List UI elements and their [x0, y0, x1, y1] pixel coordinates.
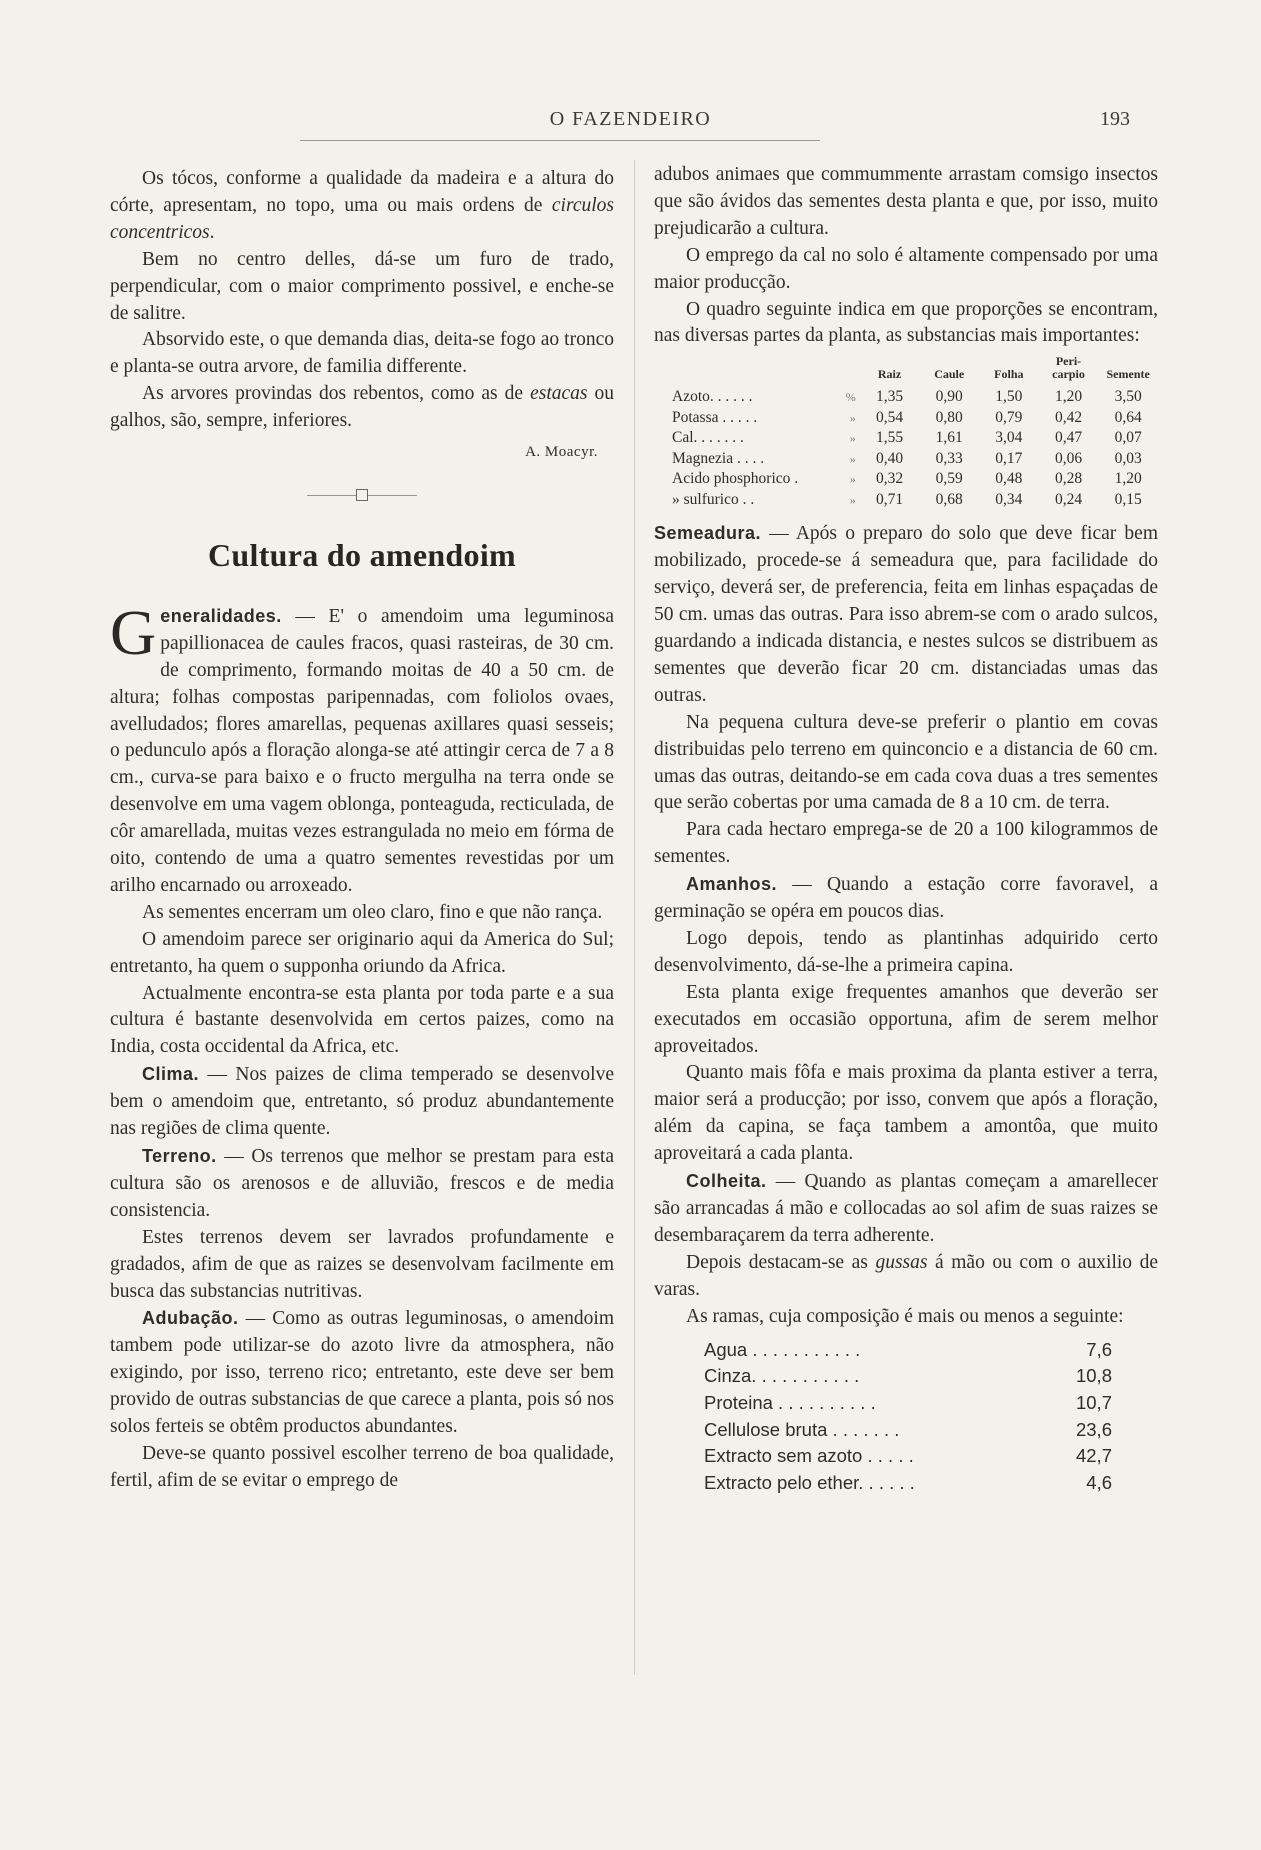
table-cell: 0,03 [1114, 449, 1142, 467]
table-cell: 1,50 [995, 388, 1023, 406]
row-label: Potassa . . . . . [672, 408, 758, 426]
item-label: Extracto sem azoto . . . . . [704, 1445, 914, 1467]
section-lead: Amanhos. [686, 874, 778, 895]
item-value: 23,6 [1075, 1418, 1112, 1440]
list-item [704, 1363, 1112, 1390]
table-cell: 0,28 [1054, 470, 1083, 488]
table-cell: 1,20 [1114, 470, 1142, 488]
paragraph: adubos animaes que commummente arrastam comsigo insectos que são ávidos das sementes desta planta e que, por isso, muito prejudicarão a cultura. [654, 164, 1158, 239]
paragraph: Depois destacam-se as gussas á mão ou com o auxilio de varas. [654, 1251, 1158, 1300]
table-cell: 3,50 [1114, 388, 1142, 406]
row-unit: » [849, 472, 856, 487]
list-item [704, 1443, 1112, 1470]
table-cell: 0,64 [1114, 408, 1142, 426]
list-item [704, 1390, 1112, 1417]
paragraph: Logo depois, tendo as plantinhas adquirido certo desenvolvimento, dá-se-lhe a primeira capina. [654, 927, 1158, 976]
table-cell: 0,79 [995, 408, 1023, 426]
table-row [654, 408, 1158, 429]
drop-cap: G [110, 596, 157, 668]
section-ornament [307, 488, 417, 502]
page-number: 193 [1100, 108, 1130, 130]
table-cell: 0,47 [1054, 429, 1083, 447]
paragraph: Actualmente encontra-se esta planta por toda parte e a sua cultura é bastante desenvolvida em certos paizes, como na India, costa occidental da Africa, etc. [110, 982, 614, 1058]
item-label: Cinza. . . . . . . . . . . [704, 1365, 860, 1387]
table-cell: 0,17 [995, 449, 1023, 467]
section-lead: Semeadura. [654, 523, 762, 544]
column-header: Caule [934, 367, 965, 382]
table-cell: 0,33 [935, 449, 963, 467]
paragraph: Na pequena cultura deve-se preferir o plantio em covas distribuidas pelo terreno em quinconcio e a distancia de 60 cm. umas das outras, deitando-se em cada cova duas a tres sementes que serão cobertas por uma camada de 8 a 10 cm. de terra. [654, 711, 1158, 814]
table-cell: 3,04 [995, 429, 1023, 447]
row-unit: » [849, 451, 856, 466]
row-label: » sulfurico . . [672, 490, 755, 508]
table-cell: 1,20 [1054, 388, 1083, 406]
section-lead: eneralidades. [160, 605, 282, 626]
table-cell: 0,71 [875, 490, 904, 508]
paragraph: O amendoim parece ser originario aqui da America do Sul; entretanto, ha quem o supponha oriundo da Africa. [110, 928, 614, 977]
item-value: 42,7 [1075, 1445, 1112, 1467]
item-value: 4,6 [1086, 1472, 1112, 1494]
table-header-row [654, 354, 1158, 387]
row-label: Azoto. . . . . . [672, 388, 753, 406]
column-header: Semente [1106, 367, 1150, 382]
table-cell: 0,24 [1054, 490, 1083, 508]
list-item [704, 1337, 1112, 1364]
table-cell: 0,06 [1054, 449, 1083, 467]
author-signature: A. Moacyr. [525, 444, 598, 461]
column-header: Raiz [877, 367, 902, 382]
row-unit: % [845, 390, 856, 405]
table-cell: 0,42 [1054, 408, 1083, 426]
paragraph: O emprego da cal no solo é altamente compensado por uma maior producção. [654, 244, 1158, 293]
paragraph: Esta planta exige frequentes amanhos que deverão ser executados em occasião opportuna, afim de serem melhor aproveitados. [654, 981, 1158, 1057]
list-item [704, 1470, 1112, 1497]
paragraph: O quadro seguinte indica em que proporções se encontram, nas diversas partes da planta, as substancias mais importantes: [654, 298, 1158, 347]
table-row [654, 387, 1158, 408]
column-header: Folha [994, 367, 1024, 382]
table-row [654, 490, 1158, 511]
item-value: 10,8 [1075, 1365, 1112, 1387]
paragraph: Os tócos, conforme a qualidade da madeira e a altura do córte, apresentam, no topo, uma ou mais ordens de circulos concentricos. [110, 168, 614, 243]
paragraph-adubacao: Adubação. — Como as outras leguminosas, o amendoim tambem pode utilizar-se do azoto livre da atmosphera, não exigindo, por isso, terreno rico; entretanto, este deve ser bem provido de outras substancias de que carece a planta, pois só nos solos ferteis se obtêm productos abundantes. [110, 1308, 614, 1438]
row-label: Magnezia . . . . [672, 449, 765, 467]
row-unit: » [849, 410, 856, 425]
paragraph: As sementes encerram um oleo claro, fino e que não rança. [142, 901, 603, 923]
list-item [704, 1417, 1112, 1444]
table-cell: 0,40 [875, 449, 904, 467]
table-row [654, 428, 1158, 449]
table-cell: 0,48 [995, 470, 1023, 488]
item-label: Proteina . . . . . . . . . . [704, 1391, 876, 1413]
section-lead: Adubação. [142, 1308, 239, 1329]
table-cell: 1,55 [875, 429, 904, 447]
section-lead: Terreno. [142, 1146, 217, 1166]
table-row [654, 469, 1158, 490]
paragraph: Deve-se quanto possivel escolher terreno de boa qualidade, fertil, afim de se evitar o emprego de [110, 1442, 614, 1491]
paragraph: Absorvido este, o que demanda dias, deita-se fogo ao tronco e planta-se outra arvore, de familia differente. [110, 329, 614, 378]
row-label: Acido phosphorico . [672, 470, 799, 488]
ramas-composition-list [704, 1337, 1112, 1497]
table-cell: 0,32 [875, 470, 904, 488]
table-cell: 1,61 [935, 429, 963, 447]
paragraph-amanhos: Amanhos. — Quando a estação corre favoravel, a germinação se opéra em poucos dias. [654, 874, 1158, 923]
table-cell: 0,59 [935, 470, 963, 488]
table-cell: 1,35 [875, 388, 904, 406]
section-lead: Colheita. [686, 1171, 767, 1192]
section-lead: Clima. [142, 1064, 200, 1085]
paragraph: Estes terrenos devem ser lavrados profundamente e gradados, afim de que as raizes se desenvolvam facilmente em busca das substancias nutritivas. [110, 1226, 614, 1302]
table-cell: 0,90 [935, 388, 963, 406]
item-label: Cellulose bruta . . . . . . . [704, 1418, 900, 1440]
article-title: Cultura do amendoim [208, 536, 516, 573]
paragraph: Para cada hectaro emprega-se de 20 a 100 kilogrammos de sementes. [654, 819, 1158, 868]
table-cell: 0,68 [935, 490, 963, 508]
row-label: Cal. . . . . . . [672, 429, 744, 447]
table-cell: 0,07 [1114, 429, 1142, 447]
table-cell: 0,54 [875, 408, 904, 426]
composition-table [654, 354, 1158, 510]
paragraph-clima: Clima. — Nos paizes de clima temperado se desenvolve bem o amendoim que, entretanto, só produz abundantemente nas regiões de clima quente. [110, 1064, 614, 1140]
table-cell: 0,15 [1114, 490, 1142, 508]
journal-title: O FAZENDEIRO [549, 108, 712, 130]
left-column [110, 166, 614, 1495]
table-body [654, 387, 1158, 510]
paragraph-colheita: Colheita. — Quando as plantas começam a amarellecer são arrancadas á mão e collocadas ao sol afim de suas raizes se desembaraçarem da terra adherente. [654, 1171, 1158, 1246]
paragraph-generalidades: Generalidades. — E' o amendoim uma leguminosa papillionacea de caules fracos, quasi rasteiras, de 30 cm. de comprimento, formando moitas de 40 a 50 cm. de altura; folhas compostas paripennadas, com foliolos ovaes, avelludados; flores amarellas, pequenas axillares quasi sesseis; o pedunculo após a floração alonga-se até attingir cerca de 7 a 8 cm., curva-se para baixo e o fructo mergulha na terra onde se desenvolve em uma vagem oblonga, ponteaguda, recticulada, de côr amarellada, muitas vezes estrangulada no meio em fórma de oito, contendo de uma a quatro sementes revestidas por um arilho encarnado ou arroxeado. [110, 596, 614, 896]
column-header: Peri-carpio [1052, 354, 1085, 382]
paragraph: As arvores provindas dos rebentos, como as de estacas ou galhos, são, sempre, inferiores. [110, 383, 614, 432]
paragraph-terreno: Terreno. — Os terrenos que melhor se prestam para esta cultura são os arenosos e de alluvião, frescos e de media consistencia. [110, 1146, 614, 1221]
item-label: Extracto pelo ether. . . . . . [704, 1472, 915, 1494]
column-divider [634, 160, 635, 1675]
header-rule [300, 140, 820, 141]
paragraph: Bem no centro delles, dá-se um furo de trado, perpendicular, com o maior comprimento possivel, e enche-se de salitre. [110, 248, 614, 324]
item-value: 10,7 [1075, 1391, 1112, 1413]
paragraph: Quanto mais fôfa e mais proxima da planta estiver a terra, maior será a producção; por isso, convem que após a floração, além da capina, se faça tambem a amontôa, que muito aproveitará a cada planta. [654, 1062, 1158, 1165]
row-unit: » [849, 431, 856, 446]
item-label: Agua . . . . . . . . . . . [704, 1338, 861, 1360]
row-unit: » [849, 492, 856, 507]
right-column [654, 162, 1158, 1497]
table-row [654, 449, 1158, 470]
paragraph: As ramas, cuja composição é mais ou menos a seguinte: [686, 1305, 1124, 1327]
table-cell: 0,80 [935, 408, 963, 426]
paragraph-semeadura: Semeadura. — Após o preparo do solo que deve ficar bem mobilizado, procede-se á semeadura que, para facilidade do serviço, deverá ser, de preferencia, feita em linhas espaçadas de 50 cm. umas das outras. Para isso abrem-se com o arado sulcos, guardando a indicada distancia, e nestes sulcos se distribuem as sementes que deverão ficar 20 cm. distanciadas umas das outras. [654, 523, 1158, 706]
table-cell: 0,34 [995, 490, 1023, 508]
item-value: 7,6 [1086, 1338, 1112, 1360]
